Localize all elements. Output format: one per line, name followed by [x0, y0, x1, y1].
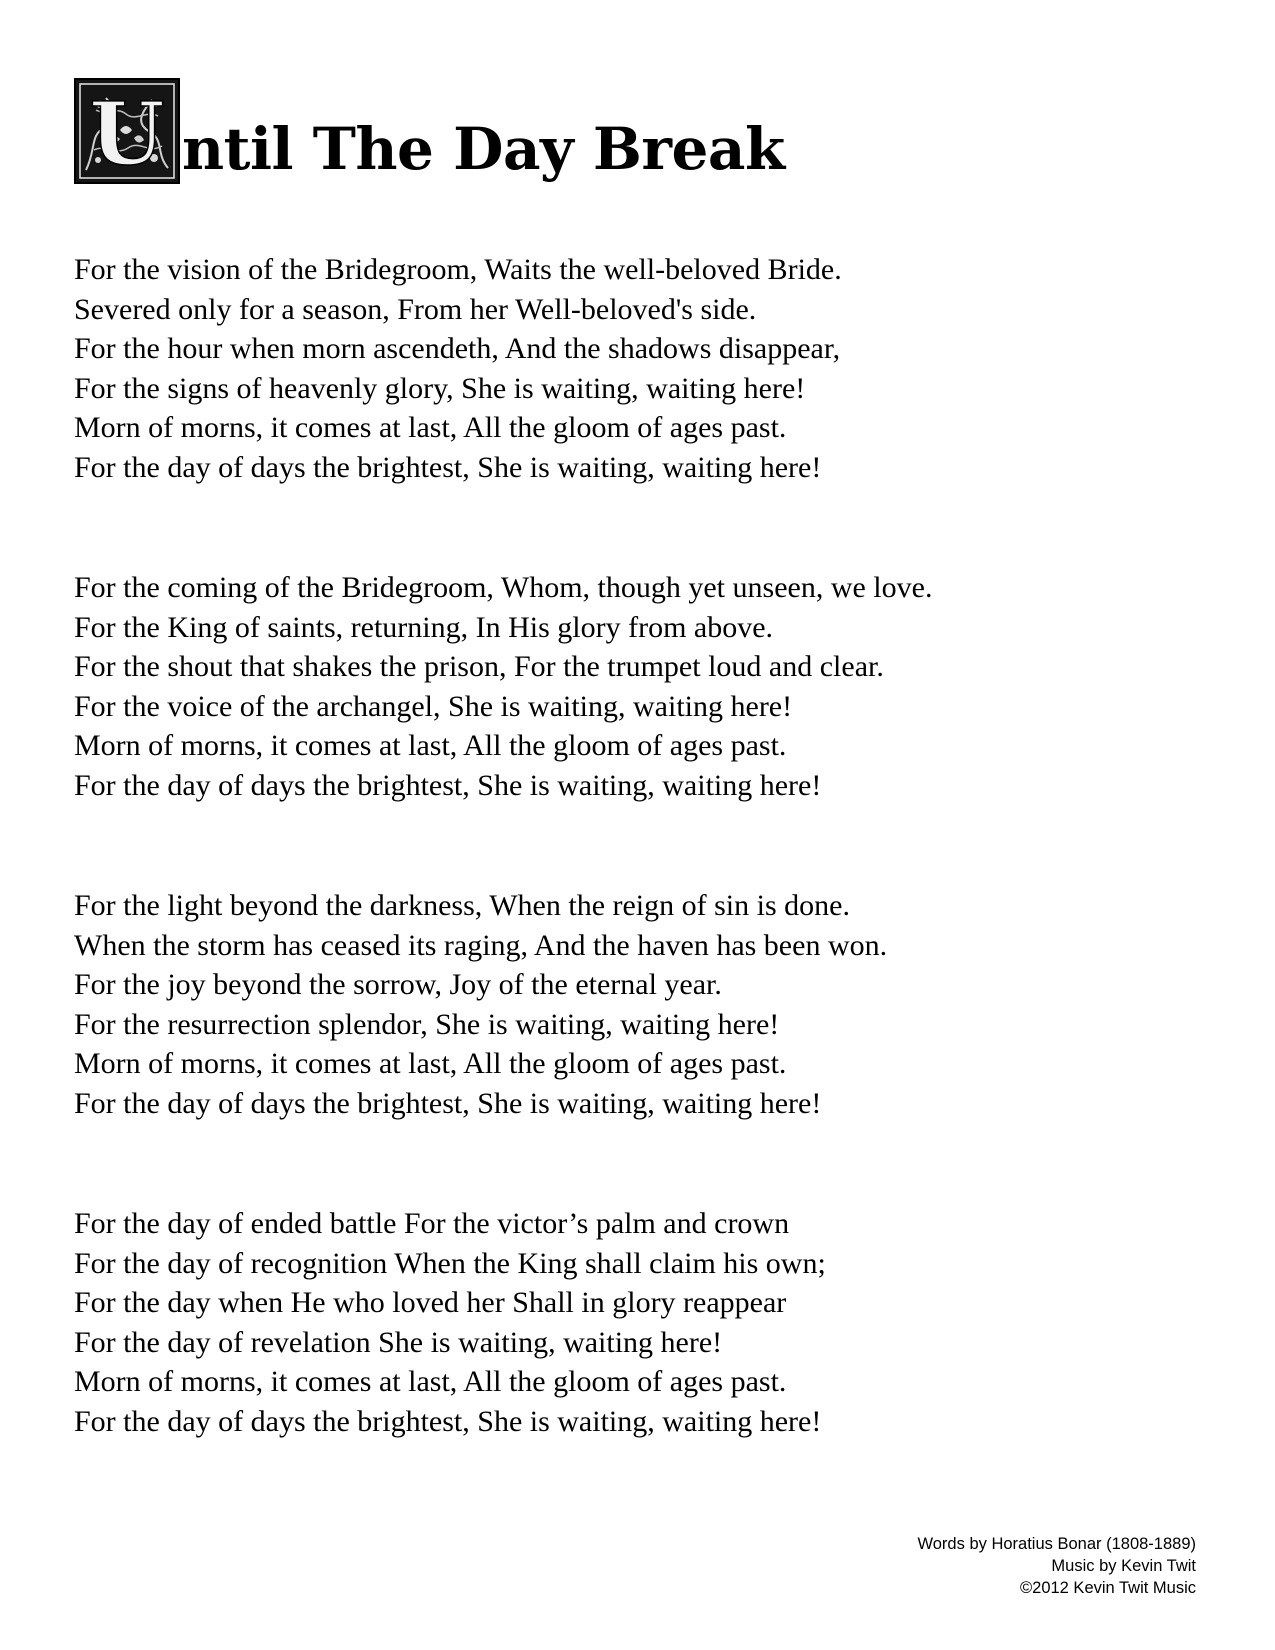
- copyright-notice: ©2012 Kevin Twit Music: [1019, 1579, 1196, 1597]
- lyric-line: For the day of days the brightest, She is waiting, waiting here!: [74, 1404, 822, 1438]
- lyric-line: For the coming of the Bridegroom, Whom, though yet unseen, we love.: [74, 571, 933, 604]
- lyric-line: Morn of morns, it comes at last, All the gloom of ages past.: [74, 1047, 787, 1080]
- credits-block: [917, 1533, 1196, 1599]
- lyric-line: For the day of days the brightest, She is waiting, waiting here!: [74, 1086, 822, 1120]
- title-text: ntil The Day Break: [182, 115, 785, 183]
- music-credit: Music by Kevin Twit: [1051, 1557, 1196, 1575]
- lyric-line: For the joy beyond the sorrow, Joy of the eternal year.: [74, 968, 722, 1001]
- lyric-line: For the vision of the Bridegroom, Waits the well-beloved Bride.: [74, 253, 842, 286]
- lyric-line: For the hour when morn ascendeth, And the shadows disappear,: [74, 332, 841, 365]
- lyrics-body: [74, 250, 1174, 1441]
- lyric-line: Severed only for a season, From her Well-beloved's side.: [74, 292, 757, 326]
- words-credit: Words by Horatius Bonar (1808-1889): [917, 1535, 1196, 1553]
- lyric-line: For the signs of heavenly glory, She is waiting, waiting here!: [74, 371, 806, 405]
- lyric-line: For the shout that shakes the prison, For the trumpet loud and clear.: [74, 650, 884, 683]
- lyric-line: For the day when He who loved her Shall in glory reappear: [74, 1286, 787, 1319]
- lyric-line: For the day of ended battle For the victor’s palm and crown: [74, 1207, 790, 1240]
- lyric-line: For the day of days the brightest, She is waiting, waiting here!: [74, 768, 822, 802]
- lyric-line: For the light beyond the darkness, When the reign of sin is done.: [74, 889, 850, 922]
- drop-cap-letter: [76, 80, 178, 182]
- lyric-line: For the voice of the archangel, She is waiting, waiting here!: [74, 689, 793, 723]
- stanza-2: [74, 568, 1174, 805]
- lyric-line: For the day of recognition When the King shall claim his own;: [74, 1246, 826, 1280]
- lyric-line: When the storm has ceased its raging, And the haven has been won.: [74, 928, 888, 962]
- lyric-line: Morn of morns, it comes at last, All the gloom of ages past.: [74, 411, 787, 444]
- lyric-line: Morn of morns, it comes at last, All the gloom of ages past.: [74, 1365, 787, 1398]
- lyric-line: For the resurrection splendor, She is waiting, waiting here!: [74, 1007, 780, 1041]
- lyric-line: For the day of days the brightest, She is waiting, waiting here!: [74, 450, 822, 484]
- ornamental-drop-cap: [74, 78, 180, 184]
- lyric-line: For the day of revelation She is waiting, waiting here!: [74, 1325, 723, 1359]
- stanza-1: [74, 250, 1174, 487]
- lyric-line: Morn of morns, it comes at last, All the gloom of ages past.: [74, 729, 787, 762]
- stanza-3: [74, 886, 1174, 1123]
- stanza-4: [74, 1204, 1174, 1441]
- svg-text:U: U: [89, 84, 165, 182]
- song-title: [74, 74, 785, 184]
- lyric-line: For the King of saints, returning, In His glory from above.: [74, 610, 774, 644]
